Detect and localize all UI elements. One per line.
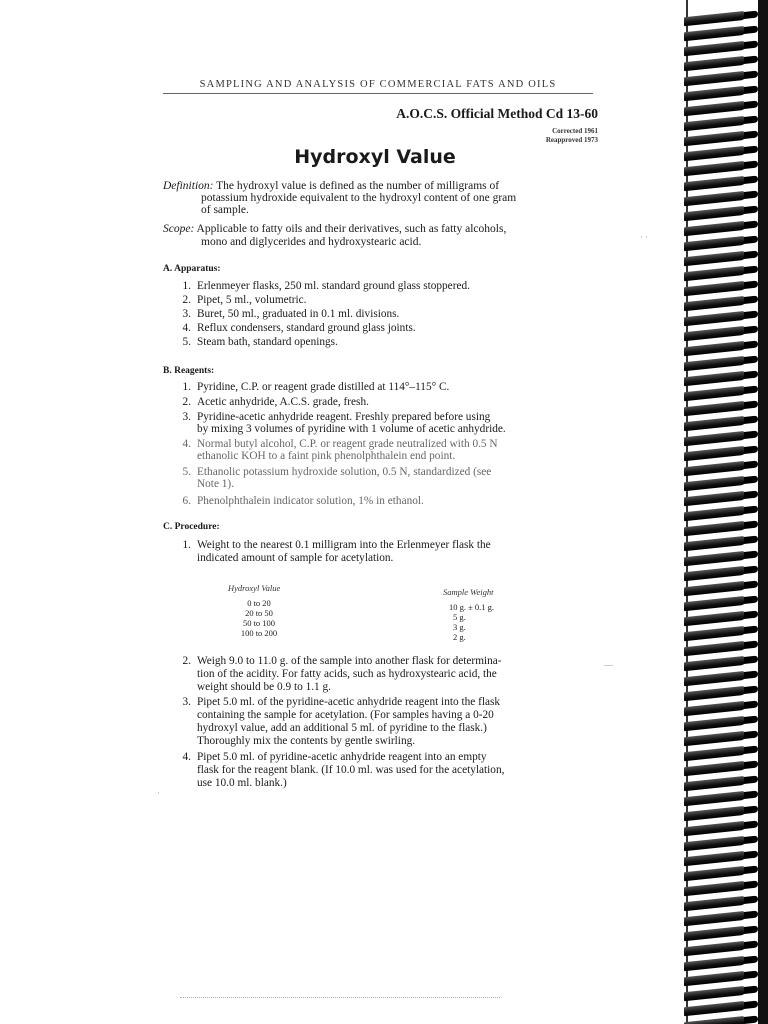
item-text: Erlenmeyer flasks, 250 ml. standard ground glass stoppered.	[197, 280, 470, 292]
binding-coil	[684, 926, 746, 942]
binding-coil	[684, 161, 746, 177]
item-number: 4.	[182, 322, 191, 334]
binding-coil	[684, 896, 746, 912]
binding-coil	[684, 206, 746, 222]
item-number: 1.	[182, 539, 191, 551]
table-cell: 0 to 20	[247, 598, 271, 608]
item-text: Weight to the nearest 0.1 milligram into the Erlenmeyer flask the	[197, 539, 491, 551]
item-text: indicated amount of sample for acetylation.	[197, 552, 394, 564]
binding-coil	[684, 401, 746, 417]
binding-coil	[684, 866, 746, 882]
item-text: ethanolic KOH to a faint pink phenolphthalein end point.	[197, 450, 456, 462]
scan-speck: —	[604, 660, 613, 670]
section-reagents-heading: B. Reagents:	[163, 366, 215, 376]
scope-text: Applicable to fatty oils and their derivatives, such as fatty alcohols,	[194, 223, 507, 235]
item-number: 2.	[182, 294, 191, 306]
section-apparatus-heading: A. Apparatus:	[163, 264, 221, 274]
item-number: 1.	[182, 280, 191, 292]
scope-line-2: mono and diglycerides and hydroxystearic acid.	[201, 236, 422, 248]
binding-coil	[684, 461, 746, 477]
binding-spine	[758, 0, 768, 1024]
item-text: Pipet 5.0 ml. of pyridine-acetic anhydride reagent into an empty	[197, 751, 487, 763]
spiral-binding	[680, 0, 768, 1024]
item-text: Pyridine-acetic anhydride reagent. Freshly prepared before using	[197, 411, 491, 423]
running-head: SAMPLING AND ANALYSIS OF COMMERCIAL FATS AND OILS	[199, 79, 557, 90]
corrected-note: Corrected 1961	[552, 127, 598, 135]
binding-coil	[684, 971, 746, 987]
item-text: Reflux condensers, standard ground glass joints.	[197, 322, 416, 334]
binding-coil	[684, 296, 746, 312]
binding-coil	[684, 341, 746, 357]
item-text: tion of the acidity. For fatty acids, such as hydroxystearic acid, the	[197, 668, 497, 680]
page-title: Hydroxyl Value	[294, 146, 456, 168]
binding-coil	[684, 71, 746, 87]
binding-coil	[684, 1001, 746, 1017]
binding-coil	[684, 761, 746, 777]
binding-coil	[684, 986, 746, 1002]
binding-coil	[684, 581, 746, 597]
binding-coil	[684, 326, 746, 342]
binding-coil	[684, 386, 746, 402]
table-cell: 10 g. ± 0.1 g.	[449, 602, 495, 612]
binding-coil	[684, 536, 746, 552]
table-cell: 50 to 100	[242, 618, 276, 628]
item-number: 6.	[182, 495, 191, 507]
binding-coil	[684, 641, 746, 657]
binding-coil	[684, 281, 746, 297]
table-cell: 100 to 200	[240, 628, 278, 638]
binding-coil	[684, 86, 746, 102]
item-text: Pipet, 5 ml., volumetric.	[197, 294, 307, 306]
binding-coil	[684, 431, 746, 447]
definition-line-1	[163, 181, 499, 193]
item-text: use 10.0 ml. blank.)	[197, 777, 287, 789]
item-number: 3.	[182, 308, 191, 320]
binding-coil	[684, 911, 746, 927]
binding-coil	[684, 191, 746, 207]
binding-coil	[684, 116, 746, 132]
definition-text: The hydroxyl value is defined as the number of milligrams of	[213, 180, 500, 192]
binding-coil	[684, 671, 746, 687]
binding-coil	[684, 11, 746, 27]
binding-coil	[684, 356, 746, 372]
binding-coil	[684, 266, 746, 282]
item-text: by mixing 3 volumes of pyridine with 1 volume of acetic anhydride.	[197, 423, 506, 435]
item-number: 5.	[182, 336, 191, 348]
binding-coil	[684, 881, 746, 897]
binding-coil	[684, 821, 746, 837]
item-number: 1.	[182, 381, 191, 393]
item-number: 2.	[182, 655, 191, 667]
binding-coil	[684, 1016, 746, 1024]
binding-coil	[684, 551, 746, 567]
binding-coil	[684, 56, 746, 72]
binding-coil	[684, 371, 746, 387]
binding-coil	[684, 806, 746, 822]
definition-line-3: of sample.	[201, 204, 249, 216]
table-cell: 2 g.	[453, 632, 466, 642]
binding-coil	[684, 26, 746, 42]
table-cell: 3 g.	[453, 622, 466, 632]
item-number: 4.	[182, 751, 191, 763]
scope-line-1	[163, 224, 506, 236]
binding-coil	[684, 851, 746, 867]
item-text: flask for the reagent blank. (If 10.0 ml. was used for the acetylation,	[197, 764, 505, 776]
binding-coil	[684, 596, 746, 612]
binding-coil	[684, 221, 746, 237]
item-number: 5.	[182, 466, 191, 478]
item-text: Steam bath, standard openings.	[197, 336, 338, 348]
reapproved-note: Reapproved 1973	[545, 136, 598, 144]
binding-coil	[684, 311, 746, 327]
binding-coil	[684, 506, 746, 522]
method-designation: A.O.C.S. Official Method Cd 13-60	[396, 106, 598, 121]
item-text: Ethanolic potassium hydroxide solution, 0.5 N, standardized (see	[197, 466, 492, 478]
item-text: Normal butyl alcohol, C.P. or reagent grade neutralized with 0.5 N	[197, 438, 498, 450]
binding-coil	[684, 701, 746, 717]
scan-speck: · ·	[640, 232, 649, 242]
binding-coil	[684, 41, 746, 57]
item-text: Note 1).	[197, 478, 235, 490]
binding-coil	[684, 491, 746, 507]
scan-speck: ·	[157, 788, 160, 798]
item-text: Pyridine, C.P. or reagent grade distilled at 114°–115° C.	[197, 381, 450, 393]
binding-coil	[684, 476, 746, 492]
binding-coil	[684, 656, 746, 672]
bottom-rule	[180, 997, 500, 999]
binding-coil	[684, 716, 746, 732]
item-text: Thoroughly mix the contents by gentle swirling.	[197, 735, 416, 747]
header-rule	[163, 93, 593, 94]
table-header-hydroxyl-value: Hydroxyl Value	[228, 583, 281, 593]
binding-coil	[684, 686, 746, 702]
binding-coil	[684, 776, 746, 792]
binding-coil	[684, 251, 746, 267]
binding-coil	[684, 131, 746, 147]
binding-coil	[684, 791, 746, 807]
table-header-sample-weight: Sample Weight	[443, 587, 494, 597]
item-text: Weigh 9.0 to 11.0 g. of the sample into another flask for determina-	[197, 655, 502, 667]
table-cell: 20 to 50	[245, 608, 273, 618]
binding-coil	[684, 521, 746, 537]
binding-coil	[684, 446, 746, 462]
item-number: 2.	[182, 396, 191, 408]
item-text: Phenolphthalein indicator solution, 1% in ethanol.	[197, 495, 424, 507]
item-text: Acetic anhydride, A.C.S. grade, fresh.	[197, 396, 369, 408]
item-text: Buret, 50 ml., graduated in 0.1 ml. divisions.	[197, 308, 400, 320]
binding-coil	[684, 626, 746, 642]
scope-label: Scope:	[163, 223, 195, 235]
item-text: Pipet 5.0 ml. of the pyridine-acetic anhydride reagent into the flask	[197, 696, 501, 708]
table-cell: 5 g.	[453, 612, 466, 622]
item-text: hydroxyl value, add an additional 5 ml. of pyridine to the flask.)	[197, 722, 487, 734]
binding-coil	[684, 956, 746, 972]
binding-coil	[684, 146, 746, 162]
item-text: weight should be 0.9 to 1.1 g.	[197, 681, 331, 693]
binding-coil	[684, 176, 746, 192]
section-procedure-heading: C. Procedure:	[163, 522, 220, 532]
binding-coil	[684, 566, 746, 582]
definition-line-2: potassium hydroxide equivalent to the hydroxyl content of one gram	[201, 192, 517, 204]
binding-coil	[684, 731, 746, 747]
binding-coil	[684, 611, 746, 627]
item-number: 3.	[182, 411, 191, 423]
definition-label: Definition:	[163, 180, 214, 192]
binding-coil	[684, 836, 746, 852]
item-text: containing the sample for acetylation. (For samples having a 0-20	[197, 709, 494, 721]
binding-coil	[684, 746, 746, 762]
item-number: 3.	[182, 696, 191, 708]
item-number: 4.	[182, 438, 191, 450]
binding-coil	[684, 941, 746, 957]
binding-coil	[684, 101, 746, 117]
binding-coil	[684, 236, 746, 252]
binding-coil	[684, 416, 746, 432]
